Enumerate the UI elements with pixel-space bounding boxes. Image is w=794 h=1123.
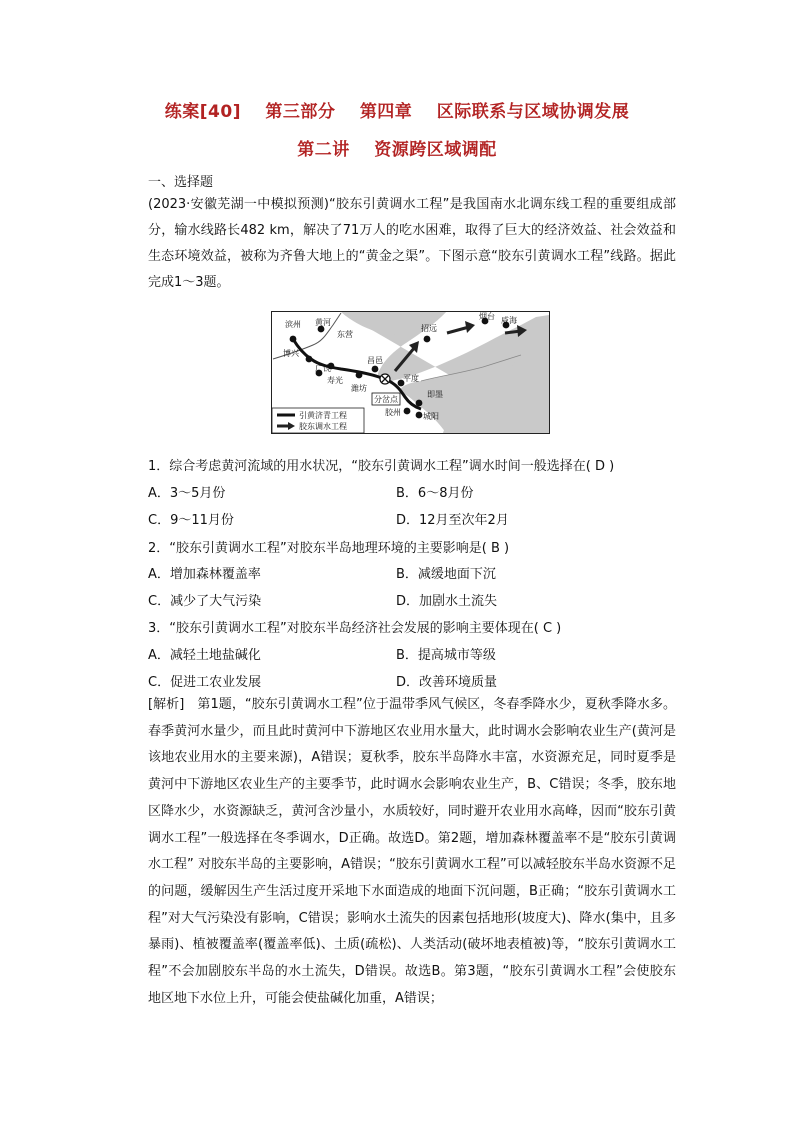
subtitle-part: 资源跨区域调配 bbox=[374, 140, 497, 160]
analysis-paragraph: [解析] 第1题，“胶东引黄调水工程”位于温带季风气候区，冬春季降水少，夏秋季降水多。春季黄河水量少，而且此时黄河中下游地区农业用水量大，此时调水会影响农业生产(黄河是该地农业用水的主要来源)，A错误；夏秋季，胶东半岛降水丰富，水资源充足，同时夏季是黄河中下游地区农业生产的主要季节，此时调水会影响农业生产，B、C错误；冬季，胶东地区降水少，水资源缺乏，黄河含沙量小，水质较好，同时避开农业用水高峰，因而“胶东引黄调水工程”一般选择在冬季调水，D正确。故选D。第2题，增加森林覆盖率不是“胶东引黄调水工程” 对胶东半岛的主要影响，A错误；“胶东引黄调水工程”可以减轻胶东半岛水资源不足的问题，缓解因生产生活过度开采地下水面造成的地面下沉问题，B正确；“胶东引黄调水工程”对大气污染没有影响，C错误；影响水土流失的因素包括地形(坡度大)、降水(集中，且多暴雨)、植被覆盖率(覆盖率低)、土质(疏松)、人类活动(破坏地表植被)等，“胶东引黄调水工程”不会加剧胶东半岛的水土流失，D错误。故选B。第3题，“胶东引黄调水工程”会使胶东地区地下水位上升，可能会使盐碱化加重，A错误； bbox=[148, 697, 676, 1006]
place-label: 胶州 bbox=[385, 408, 401, 417]
city-dot bbox=[404, 408, 411, 415]
legend-label: 引黄济青工程 bbox=[299, 411, 347, 420]
option: B．减缓地面下沉 bbox=[396, 567, 496, 582]
place-label: 分岔点 bbox=[374, 395, 398, 404]
place-label: 招远 bbox=[421, 324, 437, 333]
place-label: 威海 bbox=[501, 316, 517, 325]
place-label: 昌邑 bbox=[367, 356, 383, 365]
title-part: 第三部分 bbox=[265, 102, 336, 122]
question-stem: 3．“胶东引黄调水工程”对胶东半岛经济社会发展的影响主要体现在( C ) bbox=[148, 621, 562, 636]
place-label: 寿光 bbox=[327, 376, 343, 385]
city-dot bbox=[424, 336, 431, 343]
title-part: 第四章 bbox=[359, 102, 413, 122]
option: C．减少了大气污染 bbox=[148, 594, 262, 609]
place-label: 广饶 bbox=[315, 364, 331, 373]
city-dot bbox=[372, 366, 379, 373]
place-label: 平度 bbox=[403, 374, 419, 383]
place-label: 博兴 bbox=[283, 349, 299, 358]
intro-paragraph: (2023·安徽芜湖一中模拟预测)“胶东引黄调水工程”是我国南水北调东线工程的重要组成部分，输水线路长482 km，解决了71万人的吃水困难，取得了巨大的经济效益、社会效益和生态环境效益，被称为齐鲁大地上的“黄金之渠”。下图示意“胶东引黄调水工程”线路。据此完成1～3题。 bbox=[148, 197, 676, 290]
option: D．改善环境质量 bbox=[396, 675, 498, 690]
section-label: 一、选择题 bbox=[148, 175, 214, 190]
city-dot bbox=[290, 336, 297, 343]
place-label: 东营 bbox=[337, 330, 353, 339]
place-label: 滨州 bbox=[285, 320, 301, 329]
option: B．提高城市等级 bbox=[396, 648, 496, 663]
option: B．6～8月份 bbox=[396, 486, 474, 501]
option: C．9～11月份 bbox=[148, 513, 234, 528]
city-dot bbox=[356, 372, 363, 379]
option: D．12月至次年2月 bbox=[396, 513, 509, 528]
option: A．增加森林覆盖率 bbox=[148, 567, 261, 582]
title-part: 区际联系与区域协调发展 bbox=[436, 102, 630, 122]
title-part: 练案[40] bbox=[164, 102, 241, 122]
option: A．减轻土地盐碱化 bbox=[148, 648, 261, 663]
question-stem: 2．“胶东引黄调水工程”对胶东半岛地理环境的主要影响是( B ) bbox=[148, 541, 510, 556]
place-label: 黄河 bbox=[315, 318, 331, 327]
route-map bbox=[271, 311, 550, 434]
place-label: 潍坊 bbox=[351, 384, 367, 393]
page-subtitle bbox=[0, 135, 794, 160]
question-stem: 1．综合考虑黄河流域的用水状况，“胶东引黄调水工程”调水时间一般选择在( D ) bbox=[148, 459, 615, 474]
option: D．加剧水土流失 bbox=[396, 594, 498, 609]
city-dot bbox=[306, 356, 313, 363]
city-dot bbox=[416, 400, 423, 407]
subtitle-part: 第二讲 bbox=[297, 140, 350, 160]
city-dot bbox=[416, 412, 423, 419]
legend-label: 胶东调水工程 bbox=[299, 422, 347, 431]
option: A．3～5月份 bbox=[148, 486, 226, 501]
place-label: 城阳 bbox=[423, 412, 439, 421]
place-label: 烟台 bbox=[479, 312, 495, 321]
place-label: 即墨 bbox=[427, 390, 443, 399]
page-title bbox=[0, 97, 794, 122]
option: C．促进工农业发展 bbox=[148, 675, 262, 690]
